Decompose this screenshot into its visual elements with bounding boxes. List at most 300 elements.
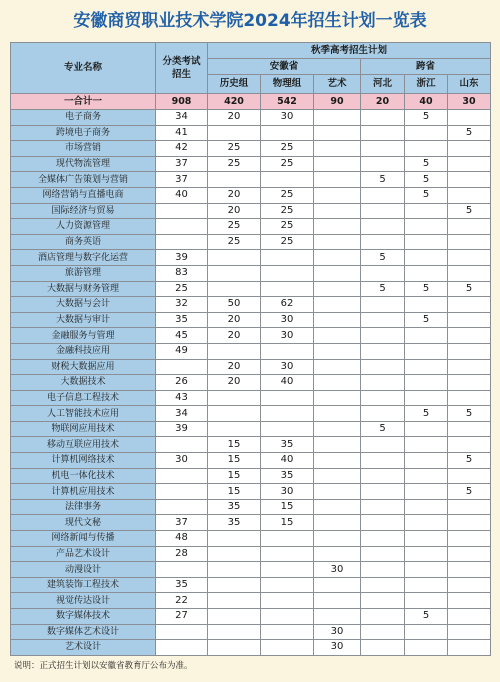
quota-cell: 25 [208,156,261,172]
quota-cell: 42 [156,141,208,157]
quota-cell [361,141,405,157]
quota-cell [405,297,448,313]
quota-cell: 20 [208,187,261,203]
page-title: 安徽商贸职业技术学院2024年招生计划一览表 [73,11,427,31]
quota-cell [361,562,405,578]
quota-cell [314,577,361,593]
table-row [11,453,491,469]
quota-cell [361,546,405,562]
quota-cell [361,437,405,453]
table-row [11,187,491,203]
quota-cell: 20 [208,375,261,391]
major-name: 酒店管理与数字化运营 [11,250,156,266]
header-shandong: 山东 [448,75,491,94]
quota-cell: 5 [361,172,405,188]
quota-cell [208,546,261,562]
table-row [11,577,491,593]
quota-cell [261,609,314,625]
quota-cell [361,390,405,406]
header-yishu: 艺术 [314,75,361,94]
header-qiuji: 秋季高考招生计划 [208,43,491,59]
quota-cell: 5 [405,406,448,422]
quota-cell [314,468,361,484]
quota-cell [261,390,314,406]
quota-cell [361,515,405,531]
quota-cell: 26 [156,375,208,391]
table-row [11,297,491,313]
quota-cell: 83 [156,265,208,281]
quota-cell [448,468,491,484]
quota-cell: 40 [261,453,314,469]
quota-cell: 15 [208,437,261,453]
quota-cell [405,484,448,500]
quota-cell [208,343,261,359]
quota-cell [361,110,405,126]
table-row [11,624,491,640]
quota-cell [208,577,261,593]
quota-cell [405,343,448,359]
quota-cell [448,297,491,313]
quota-cell [448,187,491,203]
table-row [11,328,491,344]
quota-cell: 15 [261,499,314,515]
quota-cell [314,421,361,437]
quota-cell [314,156,361,172]
quota-cell [314,359,361,375]
quota-cell: 25 [208,219,261,235]
major-name: 财税大数据应用 [11,359,156,375]
quota-cell [405,375,448,391]
quota-cell [405,577,448,593]
quota-cell: 43 [156,390,208,406]
header-zhejiang: 浙江 [405,75,448,94]
major-name: 跨境电子商务 [11,125,156,141]
table-row [11,390,491,406]
table-row [11,281,491,297]
quota-cell: 20 [208,110,261,126]
quota-cell: 37 [156,172,208,188]
quota-cell [314,499,361,515]
quota-cell [208,281,261,297]
table-row [11,546,491,562]
quota-cell [405,593,448,609]
quota-cell [261,250,314,266]
quota-cell: 37 [156,156,208,172]
major-name: 产品艺术设计 [11,546,156,562]
quota-cell [405,265,448,281]
quota-cell [208,624,261,640]
quota-cell [314,593,361,609]
quota-cell: 41 [156,125,208,141]
quota-cell [261,265,314,281]
header-hebei: 河北 [361,75,405,94]
quota-cell [156,484,208,500]
table-row [11,499,491,515]
quota-cell [448,265,491,281]
total-cell: 20 [361,94,405,110]
quota-cell [448,343,491,359]
quota-cell: 28 [156,546,208,562]
quota-cell [405,203,448,219]
quota-cell [208,265,261,281]
quota-cell: 39 [156,421,208,437]
quota-cell [314,609,361,625]
quota-cell [405,640,448,656]
table-row [11,406,491,422]
quota-cell: 15 [208,453,261,469]
major-name: 网络新闻与传播 [11,531,156,547]
quota-cell [208,390,261,406]
header-kuasheng: 跨省 [361,59,491,75]
quota-cell: 37 [156,515,208,531]
major-name: 国际经济与贸易 [11,203,156,219]
quota-cell [361,265,405,281]
table-row [11,375,491,391]
quota-cell: 5 [405,156,448,172]
quota-cell: 5 [361,421,405,437]
quota-cell [405,390,448,406]
table-row [11,640,491,656]
quota-cell [156,234,208,250]
quota-cell [405,328,448,344]
quota-cell [261,640,314,656]
quota-cell [314,437,361,453]
quota-cell [156,437,208,453]
table-row [11,110,491,126]
total-cell: 30 [448,94,491,110]
quota-cell [448,359,491,375]
major-name: 电子商务 [11,110,156,126]
quota-cell: 20 [208,203,261,219]
quota-cell [405,125,448,141]
quota-cell: 25 [261,203,314,219]
quota-cell: 25 [156,281,208,297]
quota-cell: 5 [448,484,491,500]
quota-cell: 25 [261,234,314,250]
quota-cell [405,546,448,562]
quota-cell [208,562,261,578]
major-name: 建筑装饰工程技术 [11,577,156,593]
major-name: 大数据与会计 [11,297,156,313]
quota-cell: 15 [208,468,261,484]
quota-cell [314,281,361,297]
quota-cell [314,250,361,266]
quota-cell: 5 [448,281,491,297]
quota-cell [448,172,491,188]
table-row [11,468,491,484]
quota-cell [448,546,491,562]
quota-cell: 39 [156,250,208,266]
quota-cell [208,609,261,625]
major-name: 人力资源管理 [11,219,156,235]
table-row [11,359,491,375]
quota-cell [448,609,491,625]
quota-cell [361,156,405,172]
header-wuli: 物理组 [261,75,314,94]
quota-cell [448,110,491,126]
quota-cell: 20 [208,359,261,375]
quota-cell [361,297,405,313]
quota-cell [261,546,314,562]
quota-cell [448,562,491,578]
major-name: 移动互联应用技术 [11,437,156,453]
quota-cell [361,203,405,219]
quota-cell [361,125,405,141]
major-name: 人工智能技术应用 [11,406,156,422]
major-name: 旅游管理 [11,265,156,281]
table-row [11,421,491,437]
quota-cell: 5 [361,250,405,266]
major-name: 市场营销 [11,141,156,157]
quota-cell: 30 [314,624,361,640]
quota-cell [448,421,491,437]
table-row [11,141,491,157]
quota-cell [405,234,448,250]
major-name: 视觉传达设计 [11,593,156,609]
quota-cell: 45 [156,328,208,344]
quota-cell [261,624,314,640]
quota-cell [448,375,491,391]
quota-cell [405,421,448,437]
footnote: 说明：正式招生计划以安徽省教育厅公布为准。 [14,661,193,671]
major-name: 数字媒体技术 [11,609,156,625]
quota-cell: 32 [156,297,208,313]
quota-cell: 30 [314,562,361,578]
quota-cell [314,406,361,422]
quota-cell: 25 [261,219,314,235]
quota-cell: 5 [405,281,448,297]
quota-cell [361,328,405,344]
quota-cell [156,624,208,640]
quota-cell [261,125,314,141]
quota-cell [314,125,361,141]
quota-cell: 30 [261,484,314,500]
quota-cell: 25 [208,234,261,250]
major-name: 艺术设计 [11,640,156,656]
quota-cell: 30 [261,328,314,344]
quota-cell [361,343,405,359]
quota-cell [448,312,491,328]
quota-cell: 62 [261,297,314,313]
quota-cell [405,531,448,547]
quota-cell: 35 [261,437,314,453]
quota-cell [405,437,448,453]
quota-cell: 25 [261,141,314,157]
enrollment-table [10,42,491,656]
table-row [11,343,491,359]
quota-cell [261,577,314,593]
quota-cell [261,421,314,437]
quota-cell: 35 [208,499,261,515]
quota-cell: 25 [261,156,314,172]
quota-cell [405,499,448,515]
quota-cell [314,531,361,547]
major-name: 大数据技术 [11,375,156,391]
major-name: 数字媒体艺术设计 [11,624,156,640]
total-label: 一合计一 [11,94,156,110]
table-row [11,609,491,625]
table-row [11,593,491,609]
quota-cell: 35 [156,312,208,328]
quota-cell [448,234,491,250]
quota-cell: 50 [208,297,261,313]
quota-cell [405,624,448,640]
quota-cell [448,624,491,640]
quota-cell [361,484,405,500]
quota-cell: 5 [405,187,448,203]
quota-cell [314,484,361,500]
table-row [11,219,491,235]
quota-cell [361,531,405,547]
quota-cell [448,390,491,406]
quota-cell [208,640,261,656]
quota-cell: 49 [156,343,208,359]
quota-cell: 34 [156,110,208,126]
quota-cell [261,406,314,422]
quota-cell [361,609,405,625]
quota-cell [208,421,261,437]
quota-cell: 5 [405,312,448,328]
quota-cell [405,515,448,531]
quota-cell [314,375,361,391]
quota-cell [361,312,405,328]
quota-cell: 35 [261,468,314,484]
major-name: 现代文秘 [11,515,156,531]
quota-cell [405,141,448,157]
quota-cell [314,328,361,344]
table-row [11,250,491,266]
quota-cell: 20 [208,328,261,344]
quota-cell: 5 [405,172,448,188]
quota-cell [314,234,361,250]
quota-cell [261,531,314,547]
quota-cell [314,219,361,235]
quota-cell [156,468,208,484]
quota-cell [405,250,448,266]
quota-cell [448,219,491,235]
total-cell: 908 [156,94,208,110]
major-name: 电子信息工程技术 [11,390,156,406]
quota-cell [156,359,208,375]
quota-cell: 30 [261,359,314,375]
quota-cell [261,172,314,188]
quota-cell [208,250,261,266]
quota-cell [261,562,314,578]
quota-cell [156,640,208,656]
quota-cell [156,219,208,235]
quota-cell [314,515,361,531]
quota-cell [314,390,361,406]
quota-cell [405,562,448,578]
table-row [11,515,491,531]
major-name: 现代物流管理 [11,156,156,172]
quota-cell [361,359,405,375]
quota-cell [448,515,491,531]
table-row [11,484,491,500]
quota-cell [448,640,491,656]
quota-cell [208,593,261,609]
quota-cell [208,125,261,141]
quota-cell [314,546,361,562]
quota-cell [448,250,491,266]
table-row [11,172,491,188]
quota-cell [448,531,491,547]
quota-cell [361,499,405,515]
quota-cell [314,297,361,313]
quota-cell [361,234,405,250]
quota-cell [314,187,361,203]
table-row [11,234,491,250]
quota-cell [314,203,361,219]
quota-cell [448,328,491,344]
quota-cell [448,156,491,172]
quota-cell: 48 [156,531,208,547]
quota-cell [448,593,491,609]
major-name: 金融科技应用 [11,343,156,359]
quota-cell [314,110,361,126]
major-name: 大数据与财务管理 [11,281,156,297]
major-name: 网络营销与直播电商 [11,187,156,203]
quota-cell: 5 [405,609,448,625]
major-name: 大数据与审计 [11,312,156,328]
quota-cell: 34 [156,406,208,422]
quota-cell [448,437,491,453]
quota-cell [208,531,261,547]
quota-cell: 5 [361,281,405,297]
table-row [11,531,491,547]
quota-cell [208,172,261,188]
quota-cell [261,281,314,297]
quota-cell: 25 [208,141,261,157]
quota-cell [361,406,405,422]
quota-cell: 30 [314,640,361,656]
quota-cell: 5 [448,453,491,469]
quota-cell [314,172,361,188]
quota-cell [361,187,405,203]
quota-cell: 25 [261,187,314,203]
quota-cell [405,219,448,235]
major-name: 全媒体广告策划与营销 [11,172,156,188]
quota-cell [361,577,405,593]
quota-cell: 40 [156,187,208,203]
major-name: 物联网应用技术 [11,421,156,437]
quota-cell [314,343,361,359]
quota-cell: 5 [448,125,491,141]
quota-cell: 15 [261,515,314,531]
total-cell: 420 [208,94,261,110]
quota-cell: 30 [156,453,208,469]
quota-cell [261,343,314,359]
header-anhui: 安徽省 [208,59,361,75]
quota-cell [361,468,405,484]
quota-cell [156,203,208,219]
quota-cell [361,624,405,640]
quota-cell [361,219,405,235]
header-fenlei: 分类考试招生 [156,43,208,94]
quota-cell [208,406,261,422]
quota-cell [314,265,361,281]
table-row [11,265,491,281]
quota-cell [314,453,361,469]
total-cell: 542 [261,94,314,110]
quota-cell: 5 [405,110,448,126]
major-name: 动漫设计 [11,562,156,578]
quota-cell [314,312,361,328]
table-row [11,312,491,328]
quota-cell [361,593,405,609]
quota-cell: 30 [261,312,314,328]
quota-cell [156,562,208,578]
